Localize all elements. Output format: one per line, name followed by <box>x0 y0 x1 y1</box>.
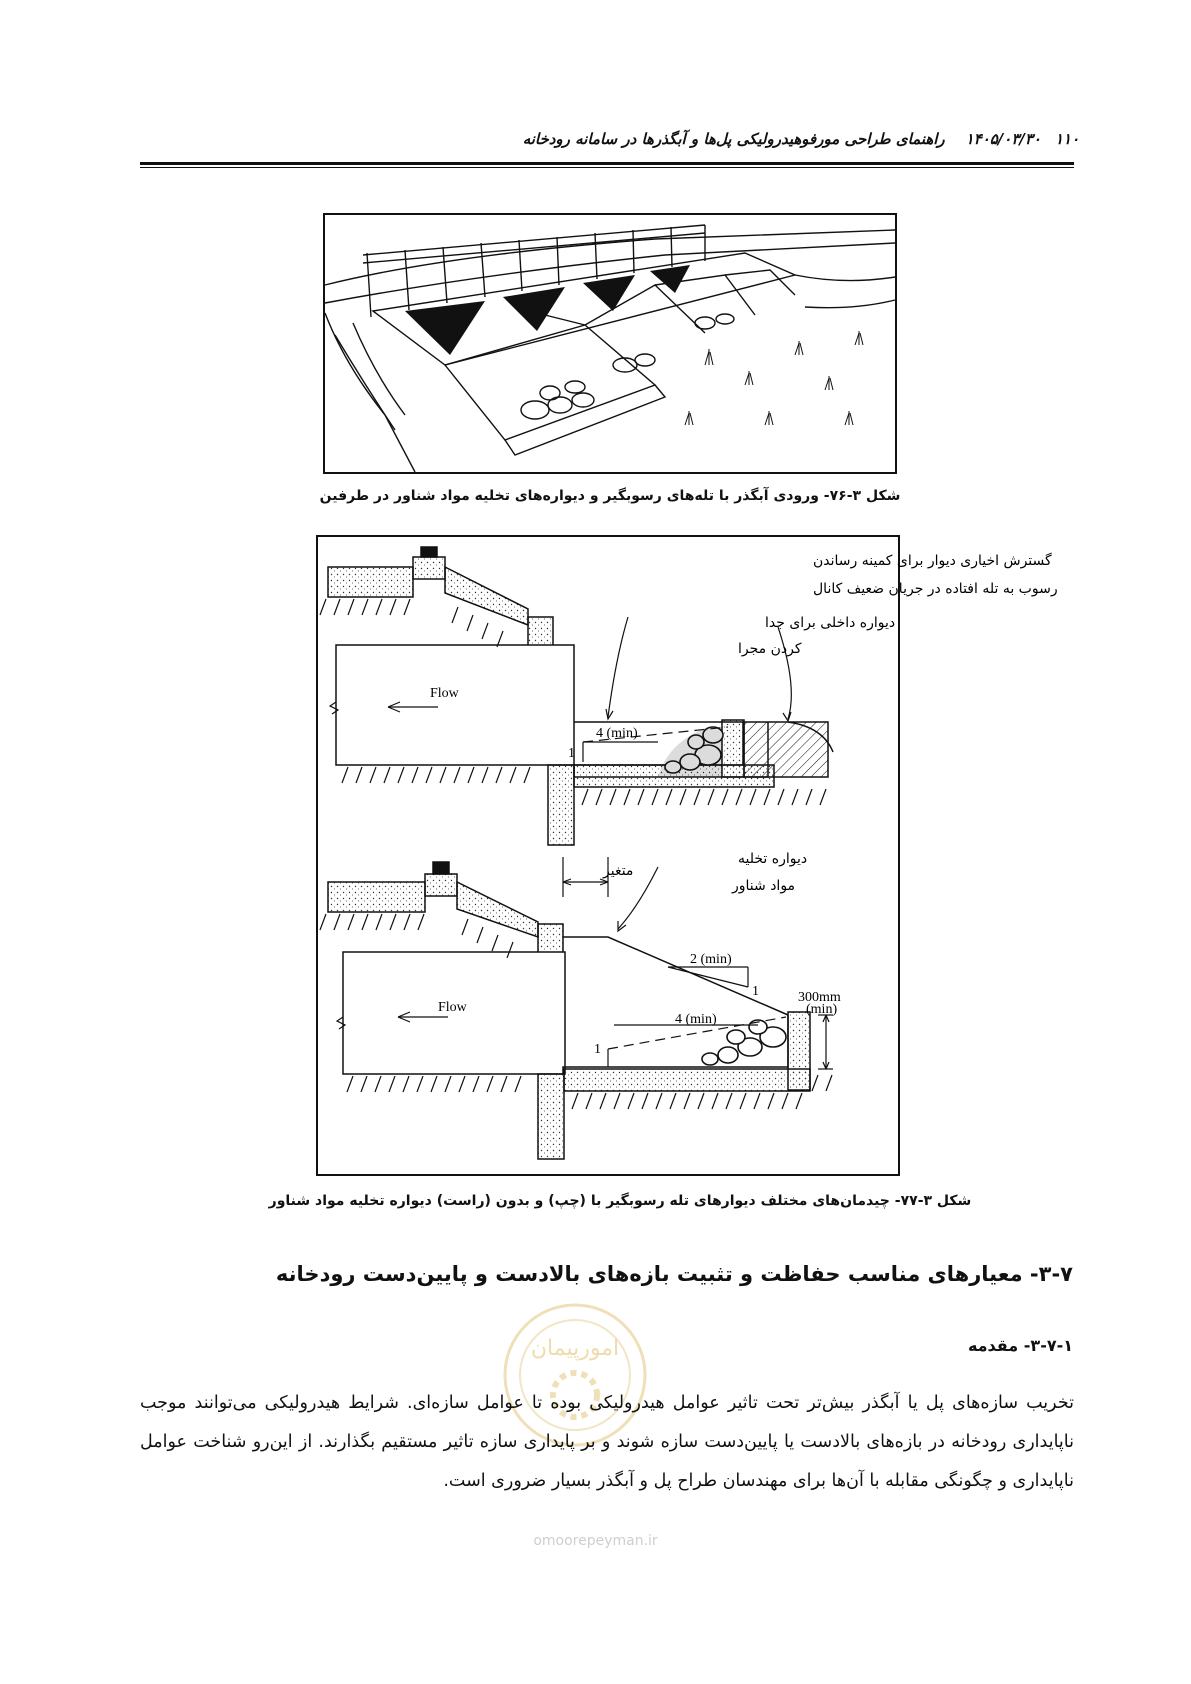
figure-76-caption: شکل ۳-۷۶- ورودی آبگذر با تله‌های رسوبگیر و دیواره‌های تخلیه مواد شناور در طرفین <box>319 488 901 504</box>
bottom-flow-label: Flow <box>438 1000 467 1015</box>
top-slope-run: 4 (min) <box>596 726 638 741</box>
top-note-line1: گسترش اخیاری دیوار برای کمینه رساندن <box>813 553 1052 569</box>
watermark-url: omoorepeyman.ir <box>533 1533 658 1549</box>
intro-paragraph: تخریب سازه‌های پل یا آبگذر بیش‌تر تحت تاثیر عوامل هیدرولیکی بوده تا عوامل سازه‌ای. شرایط هیدرولیکی می‌توانند موجب ناپایداری رودخانه در بازه‌های بالادست یا پایین‌دست سازه شوند و بر پایداری سازه تاثیر مستقیم بگذارند. از این‌رو شناخت عوامل ناپایداری و چگونگی مقابله با آن‌ها برای مهندسان طراح پل و آبگذر بسیار ضروری است. <box>140 1393 1074 1491</box>
bottom-variable-label: متغیر <box>603 863 634 879</box>
header-title: راهنمای طراحی مورفوهیدرولیکی پل‌ها و آبگذرها در سامانه رودخانه <box>522 130 945 148</box>
bottom-slope2-rise: 1 <box>752 984 759 999</box>
section-heading: ۳-۷- معیارهای مناسب حفاظت و تثبیت بازه‌های بالادست و پایین‌دست رودخانه <box>275 1262 1073 1286</box>
header-rule <box>140 162 1074 165</box>
figure-77-caption: شکل ۳-۷۷- چیدمان‌های مختلف دیوارهای تله رسوبگیر با (چپ) و بدون (راست) دیواره تخلیه مواد شناور <box>268 1193 972 1209</box>
bottom-dim-line2: (min) <box>806 1002 838 1017</box>
watermark-logo-text: امورپیمان <box>530 1336 620 1361</box>
top-slope-rise: 1 <box>568 746 575 761</box>
sediment-trap-diagram <box>318 537 1058 1174</box>
bottom-slope2-run: 2 (min) <box>690 952 732 967</box>
page-number: ۱۱۰ <box>1055 130 1080 148</box>
bottom-slope4-rise: 1 <box>594 1042 601 1057</box>
top-flow-label: Flow <box>430 686 459 701</box>
top-note-line2: رسوب به تله افتاده در جریان ضعیف کانال <box>813 581 1058 597</box>
figure-76 <box>323 213 897 474</box>
top-inner-line1: دیواره داخلی برای جدا <box>765 615 896 631</box>
running-header <box>523 130 1041 148</box>
top-inner-line2: کردن مجرا <box>738 641 802 657</box>
bottom-debris-line1: دیواره تخلیه <box>738 851 808 867</box>
header-date: ۱۴۰۵/۰۳/۳۰ <box>965 130 1041 148</box>
subsection-heading: ۳-۷-۱- مقدمه <box>967 1336 1073 1355</box>
header-rule-thin <box>140 167 1074 168</box>
figure-77 <box>316 535 1058 1176</box>
bottom-slope4-run: 4 (min) <box>675 1012 717 1027</box>
culvert-illustration <box>325 215 895 472</box>
bottom-dim-line1: 300mm <box>798 990 841 1005</box>
bottom-debris-line2: مواد شناور <box>732 878 796 894</box>
